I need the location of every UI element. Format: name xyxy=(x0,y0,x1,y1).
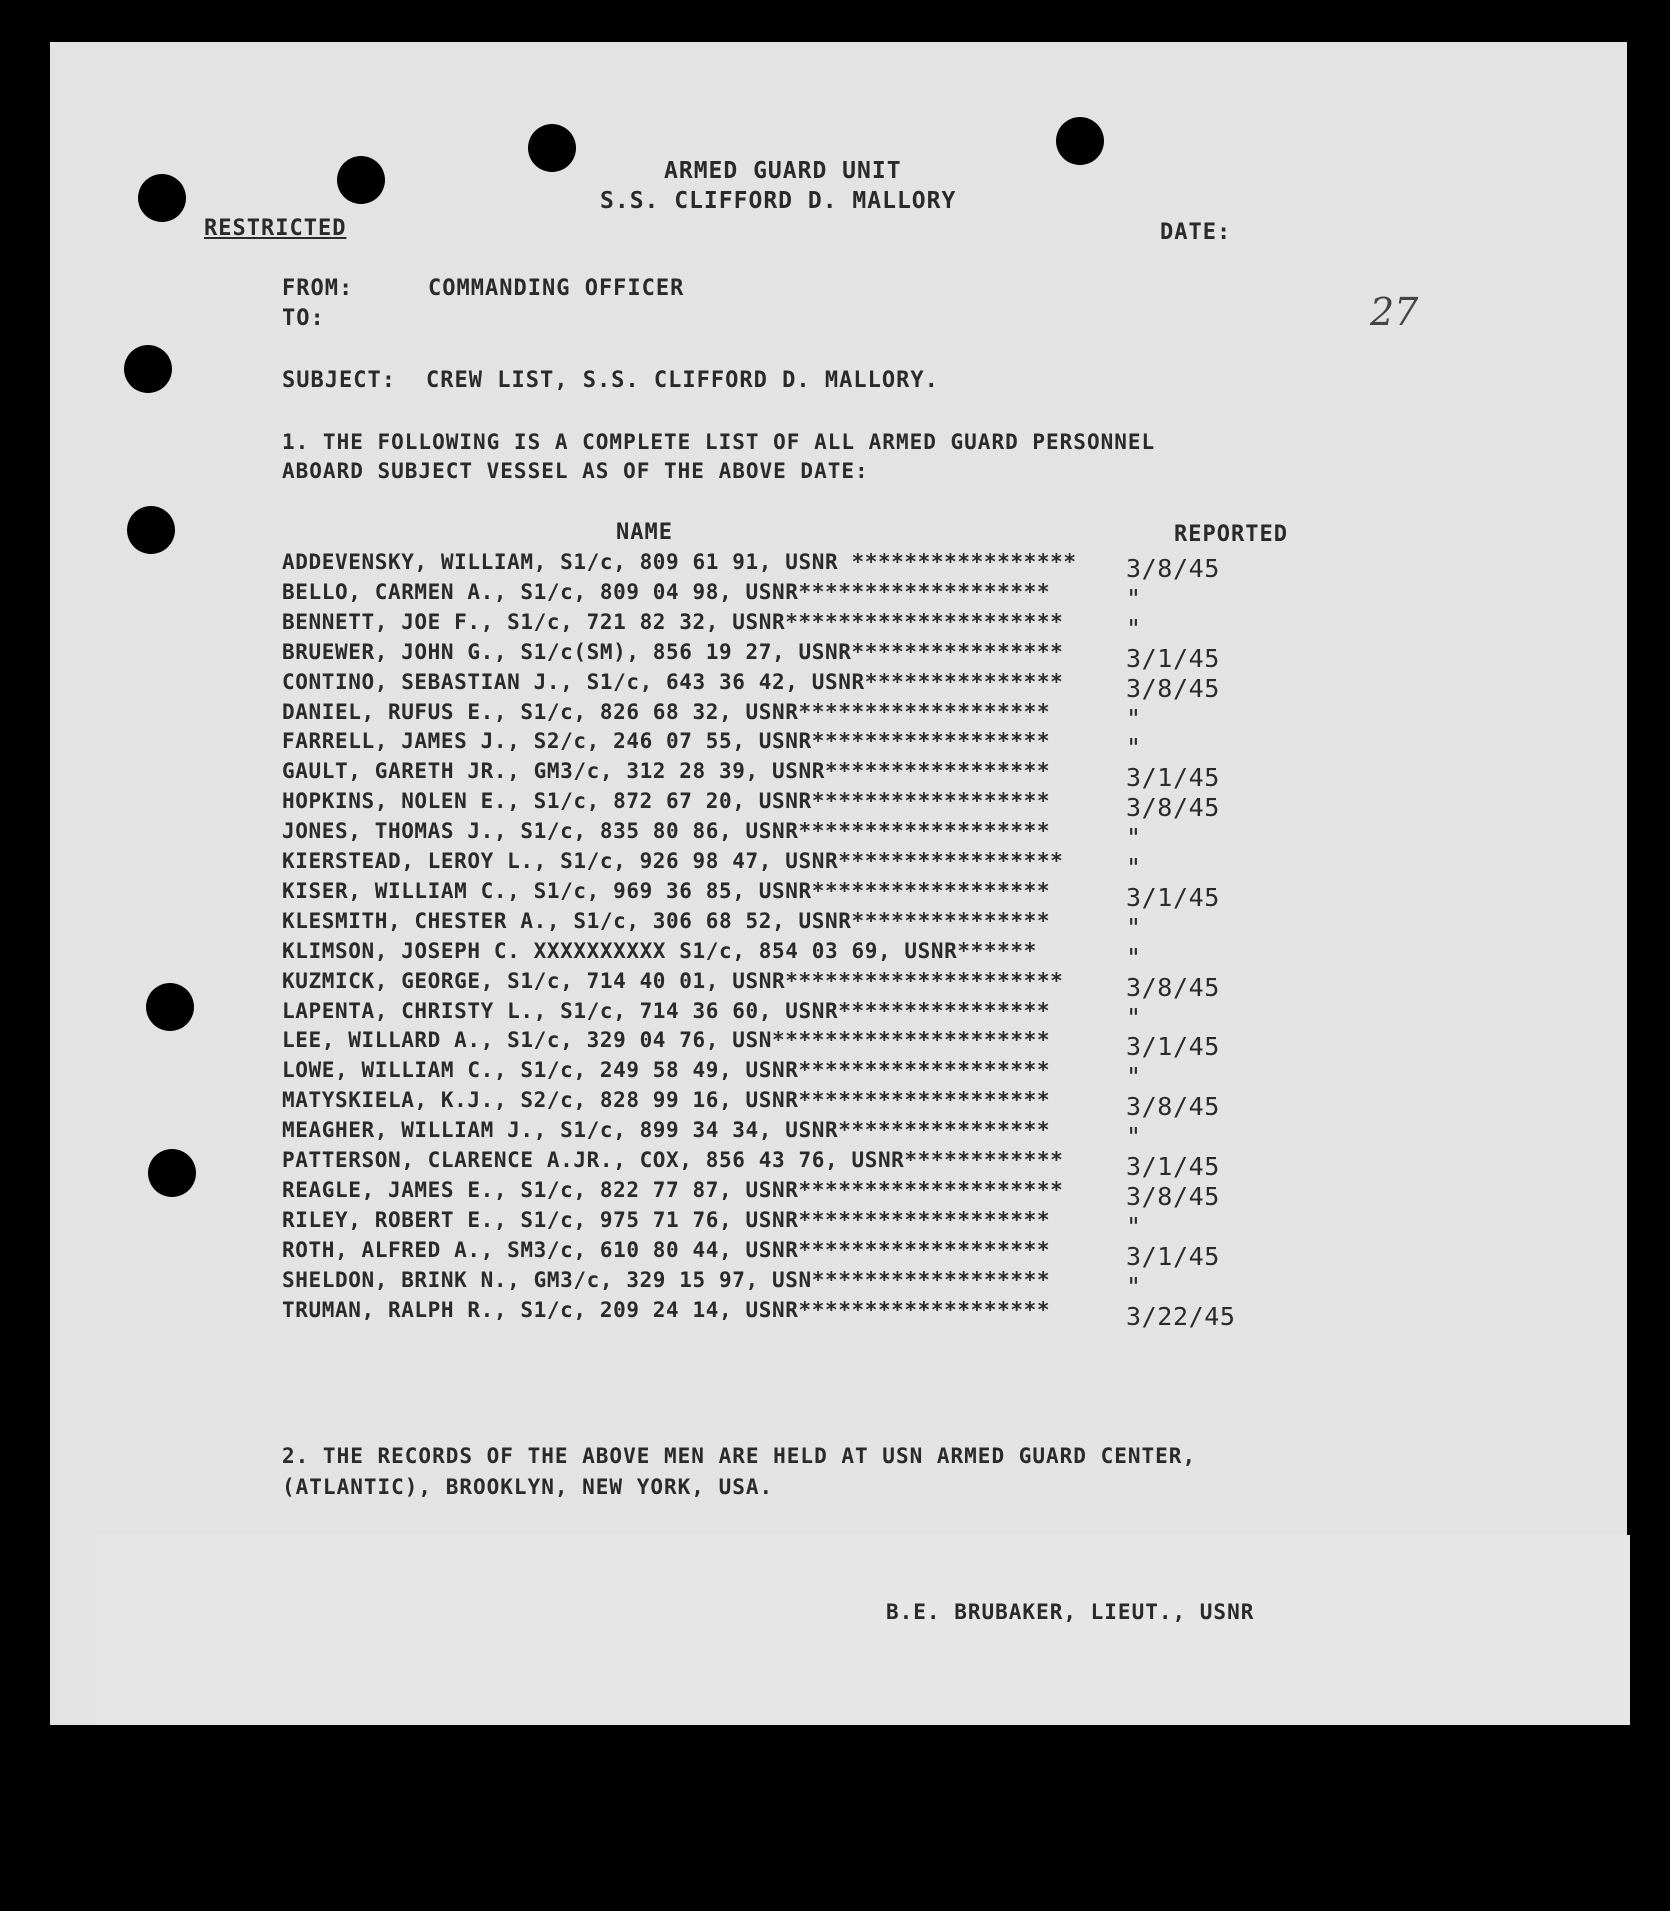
crew-entry: PATTERSON, CLARENCE A.JR., COX, 856 43 76, USNR************ xyxy=(282,1148,1064,1172)
ship-title: S.S. CLIFFORD D. MALLORY xyxy=(600,188,957,214)
subject-text: CREW LIST, S.S. CLIFFORD D. MALLORY. xyxy=(426,368,939,393)
crew-entry: KISER, WILLIAM C., S1/c, 969 36 85, USNR****************** xyxy=(282,879,1051,903)
crew-entry: DANIEL, RUFUS E., S1/c, 826 68 32, USNR******************* xyxy=(282,700,1051,724)
crew-entry: ROTH, ALFRED A., SM3/c, 610 80 44, USNR******************* xyxy=(282,1238,1051,1262)
crew-entry: KLESMITH, CHESTER A., S1/c, 306 68 52, USNR*************** xyxy=(282,909,1051,933)
crew-reported-date: " xyxy=(1126,823,1142,852)
punch-hole xyxy=(138,174,186,222)
crew-entry: MATYSKIELA, K.J., S2/c, 828 99 16, USNR******************* xyxy=(282,1088,1051,1112)
date-label: DATE: xyxy=(1160,220,1232,245)
crew-entry: FARRELL, JAMES J., S2/c, 246 07 55, USNR****************** xyxy=(282,729,1051,753)
crew-reported-date: 3/1/45 xyxy=(1126,883,1220,912)
crew-reported-date: 3/8/45 xyxy=(1126,1182,1220,1211)
crew-reported-date: " xyxy=(1126,614,1142,643)
crew-reported-date: 3/1/45 xyxy=(1126,1242,1220,1271)
crew-entry: JONES, THOMAS J., S1/c, 835 80 86, USNR******************* xyxy=(282,819,1051,843)
page-number: 27 xyxy=(1370,290,1419,334)
punch-hole xyxy=(148,1149,196,1197)
crew-reported-date: " xyxy=(1126,584,1142,613)
crew-reported-date: " xyxy=(1126,1122,1142,1151)
crew-entry: LEE, WILLARD A., S1/c, 329 04 76, USN********************* xyxy=(282,1028,1051,1052)
crew-entry: BENNETT, JOE F., S1/c, 721 82 32, USNR********************* xyxy=(282,610,1064,634)
paragraph-2-line-2: (ATLANTIC), BROOKLYN, NEW YORK, USA. xyxy=(282,1475,774,1499)
crew-reported-date: 3/8/45 xyxy=(1126,793,1220,822)
signature-line: B.E. BRUBAKER, LIEUT., USNR xyxy=(886,1600,1255,1624)
from-label: FROM: xyxy=(282,276,354,301)
document-page-lower xyxy=(96,1535,1630,1725)
crew-entry: BELLO, CARMEN A., S1/c, 809 04 98, USNR******************* xyxy=(282,580,1051,604)
crew-entry: MEAGHER, WILLIAM J., S1/c, 899 34 34, USNR**************** xyxy=(282,1118,1051,1142)
crew-entry: KIERSTEAD, LEROY L., S1/c, 926 98 47, USNR***************** xyxy=(282,849,1064,873)
crew-reported-date: 3/8/45 xyxy=(1126,973,1220,1002)
crew-reported-date: " xyxy=(1126,1062,1142,1091)
crew-reported-date: " xyxy=(1126,1272,1142,1301)
crew-reported-date: " xyxy=(1126,704,1142,733)
subject-label: SUBJECT: xyxy=(282,368,396,393)
classification-label: RESTRICTED xyxy=(204,216,347,241)
paragraph-2-line-1: 2. THE RECORDS OF THE ABOVE MEN ARE HELD AT USN ARMED GUARD CENTER, xyxy=(282,1444,1197,1468)
crew-entry: KUZMICK, GEORGE, S1/c, 714 40 01, USNR********************* xyxy=(282,969,1064,993)
crew-entry: TRUMAN, RALPH R., S1/c, 209 24 14, USNR******************* xyxy=(282,1298,1051,1322)
name-column-header: NAME xyxy=(616,520,673,545)
crew-reported-date: " xyxy=(1126,853,1142,882)
punch-hole xyxy=(528,124,576,172)
crew-entry: CONTINO, SEBASTIAN J., S1/c, 643 36 42, USNR*************** xyxy=(282,670,1064,694)
crew-reported-date: 3/1/45 xyxy=(1126,1152,1220,1181)
crew-entry: GAULT, GARETH JR., GM3/c, 312 28 39, USNR***************** xyxy=(282,759,1051,783)
crew-reported-date: " xyxy=(1126,913,1142,942)
punch-hole xyxy=(337,156,385,204)
crew-reported-date: 3/1/45 xyxy=(1126,1032,1220,1061)
reported-column-header: REPORTED xyxy=(1174,522,1288,547)
to-label: TO: xyxy=(282,306,325,331)
crew-entry: LOWE, WILLIAM C., S1/c, 249 58 49, USNR******************* xyxy=(282,1058,1051,1082)
crew-entry: LAPENTA, CHRISTY L., S1/c, 714 36 60, USNR**************** xyxy=(282,999,1051,1023)
crew-reported-date: " xyxy=(1126,1003,1142,1032)
paragraph-1-line-2: ABOARD SUBJECT VESSEL AS OF THE ABOVE DATE: xyxy=(282,459,869,483)
crew-entry: REAGLE, JAMES E., S1/c, 822 77 87, USNR******************** xyxy=(282,1178,1064,1202)
punch-hole xyxy=(127,506,175,554)
crew-reported-date: 3/8/45 xyxy=(1126,554,1220,583)
crew-entry: RILEY, ROBERT E., S1/c, 975 71 76, USNR******************* xyxy=(282,1208,1051,1232)
crew-reported-date: " xyxy=(1126,733,1142,762)
punch-hole xyxy=(1056,117,1104,165)
crew-reported-date: 3/8/45 xyxy=(1126,1092,1220,1121)
paragraph-1-line-1: 1. THE FOLLOWING IS A COMPLETE LIST OF ALL ARMED GUARD PERSONNEL xyxy=(282,430,1156,454)
crew-entry: KLIMSON, JOSEPH C. XXXXXXXXXX S1/c, 854 03 69, USNR****** xyxy=(282,939,1037,963)
crew-entry: SHELDON, BRINK N., GM3/c, 329 15 97, USN****************** xyxy=(282,1268,1051,1292)
crew-reported-date: 3/1/45 xyxy=(1126,644,1220,673)
crew-reported-date: 3/8/45 xyxy=(1126,674,1220,703)
crew-reported-date: 3/1/45 xyxy=(1126,763,1220,792)
crew-reported-date: 3/22/45 xyxy=(1126,1302,1236,1331)
punch-hole xyxy=(124,345,172,393)
punch-hole xyxy=(146,983,194,1031)
crew-entry: ADDEVENSKY, WILLIAM, S1/c, 809 61 91, USNR ***************** xyxy=(282,550,1077,574)
crew-entry: BRUEWER, JOHN G., S1/c(SM), 856 19 27, USNR**************** xyxy=(282,640,1064,664)
from-value: COMMANDING OFFICER xyxy=(428,276,685,301)
crew-entry: HOPKINS, NOLEN E., S1/c, 872 67 20, USNR****************** xyxy=(282,789,1051,813)
unit-title: ARMED GUARD UNIT xyxy=(664,158,902,184)
crew-reported-date: " xyxy=(1126,1212,1142,1241)
crew-reported-date: " xyxy=(1126,943,1142,972)
